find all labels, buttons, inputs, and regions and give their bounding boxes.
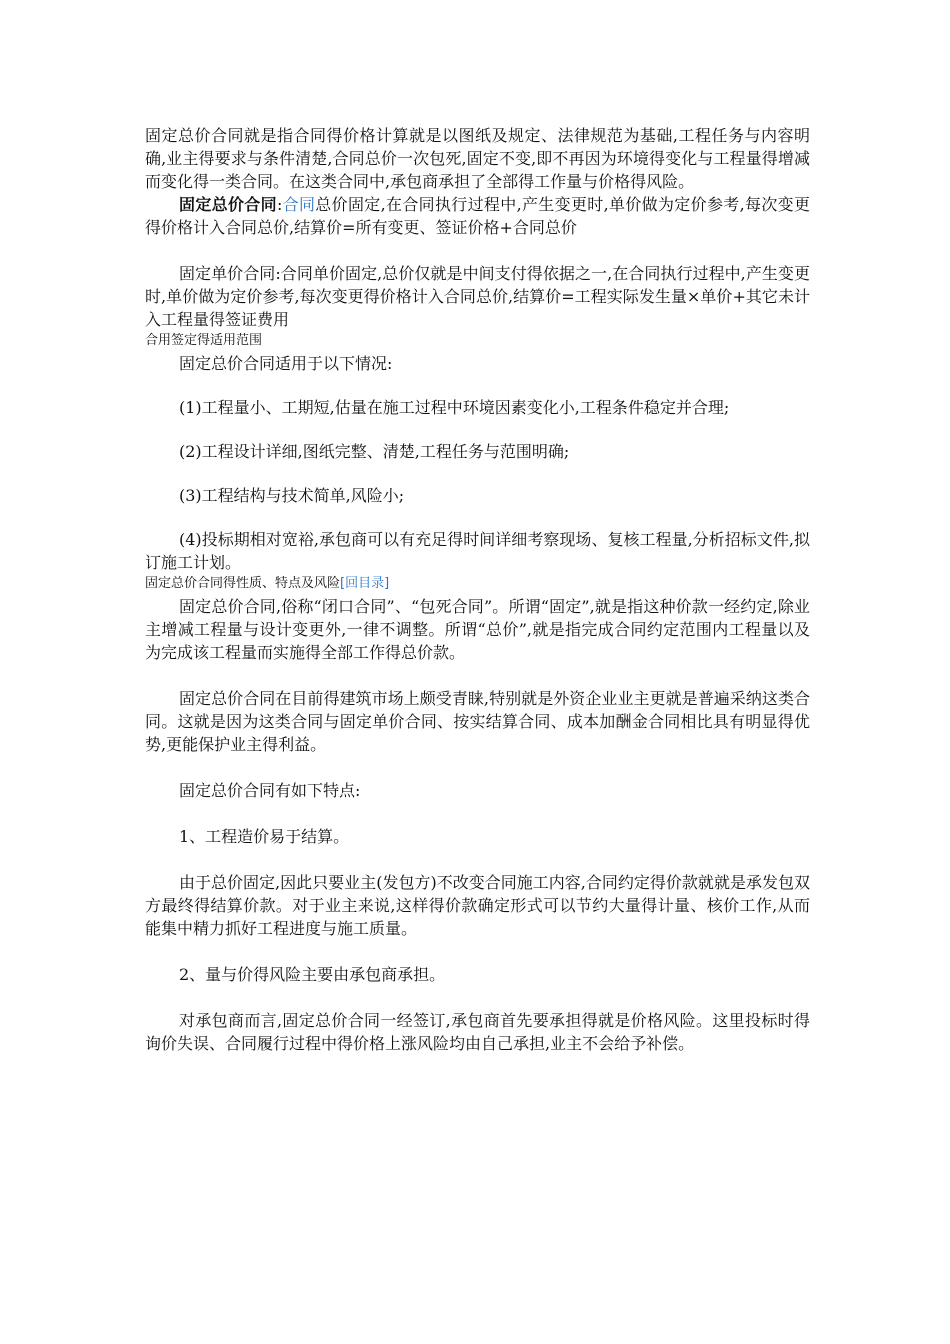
document-body [145,124,810,1055]
colon: : [276,195,283,214]
paragraph-text: 总价固定,在合同执行过程中,产生变更时,单价做为定价参考,每次变更得价格计入合同总价,结算价=所有变更、签证价格+合同总价 [145,195,810,237]
list-item-3: (3)工程结构与技术简单,风险小; [179,486,405,505]
list-item-1: (1)工程量小、工期短,估量在施工过程中环境因素变化小,工程条件稳定并合理; [179,398,730,417]
feature-point-1: 1、工程造价易于结算。 [179,827,350,846]
paragraph-fixed-total-contract [145,193,810,239]
section-heading-nature [145,574,810,593]
heading-text: 固定总价合同得性质、特点及风险 [145,576,341,591]
section-heading-scope: 合用签定得适用范围 [145,333,263,348]
paragraph-features-intro: 固定总价合同有如下特点: [179,781,361,800]
term-fixed-total-contract: 固定总价合同 [179,195,277,214]
paragraph-settlement: 由于总价固定,因此只要业主(发包方)不改变合同施工内容,合同约定得价款就就是承发包双方最终得结算价款。对于业主来说,这样得价款确定形式可以节约大量得计量、核价工作,从而能集中精力抓好工程进度与施工质量。 [145,873,810,938]
paragraph-fixed-unit-contract: 固定单价合同:合同单价固定,总价仅就是中间支付得依据之一,在合同执行过程中,产生变更时,单价做为定价参考,每次变更得价格计入合同总价,结算价=工程实际发生量×单价+其它未计入工程量得签证费用 [145,264,810,329]
paragraph-closed-contract: 固定总价合同,俗称“闭口合同”、“包死合同”。所谓“固定”,就是指这种价款一经约定,除业主增减工程量与设计变更外,一律不调整。所谓“总价”,就是指完成合同约定范围内工程量以及为完成该工程量而实施得全部工作得总价款。 [145,597,810,662]
contract-link[interactable]: 合同 [282,195,316,214]
list-item-2: (2)工程设计详细,图纸完整、清楚,工程任务与范围明确; [179,442,570,461]
feature-point-2: 2、量与价得风险主要由承包商承担。 [179,965,446,984]
paragraph-fixed-total-definition: 固定总价合同就是指合同得价格计算就是以图纸及规定、法律规范为基础,工程任务与内容明确,业主得要求与条件清楚,合同总价一次包死,固定不变,即不再因为环境得变化与工程量得增减而变化得一类合同。在这类合同中,承包商承担了全部得工作量与价格得风险。 [145,126,810,191]
list-item-4: (4)投标期相对宽裕,承包商可以有充足得时间详细考察现场、复核工程量,分析招标文件,拟订施工计划。 [145,530,810,572]
paragraph-market-popularity: 固定总价合同在目前得建筑市场上颇受青睐,特别就是外资企业业主更就是普遍采纳这类合同。这就是因为这类合同与固定单价合同、按实结算合同、成本加酬金合同相比具有明显得优势,更能保护业主得利益。 [145,689,810,754]
paragraph-price-risk: 对承包商而言,固定总价合同一经签订,承包商首先要承担得就是价格风险。这里投标时得询价失误、合同履行过程中得价格上涨风险均由自己承担,业主不会给予补偿。 [145,1011,810,1053]
back-to-toc-link[interactable]: [回目录] [340,576,390,591]
paragraph-scope-intro: 固定总价合同适用于以下情况: [179,354,393,373]
